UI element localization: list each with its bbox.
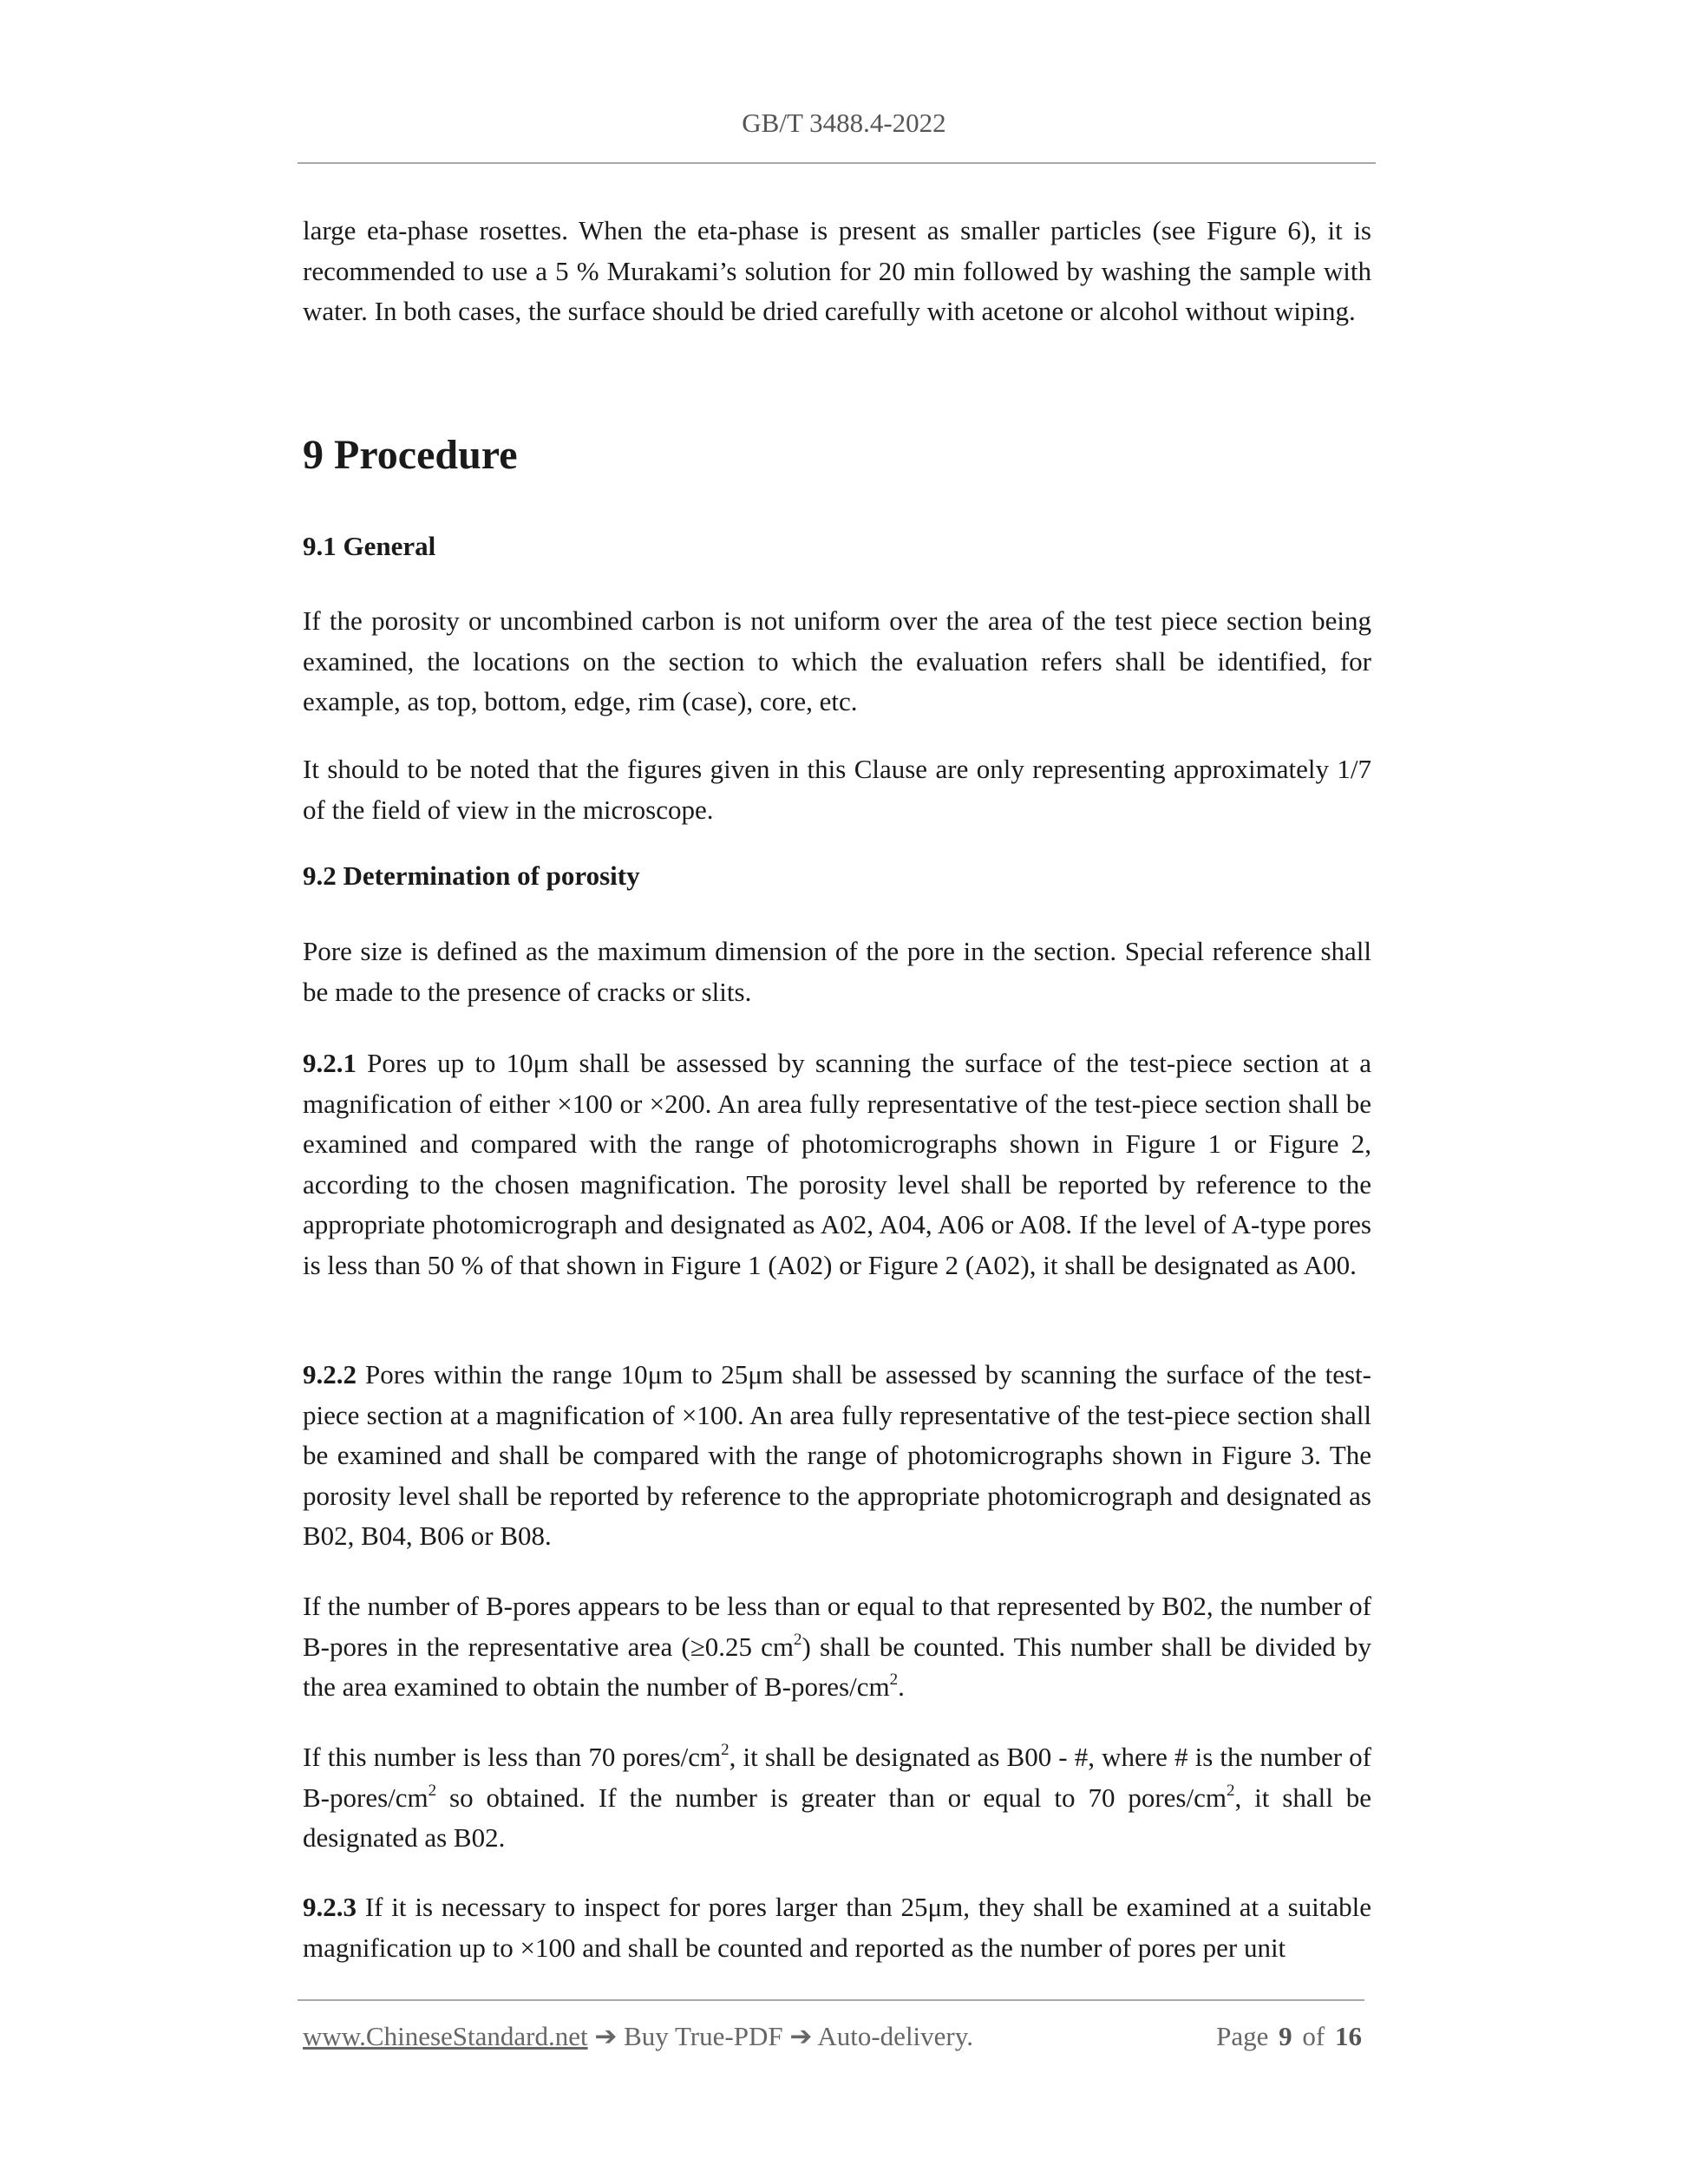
paragraph-9-2-3: [303, 1887, 1371, 1968]
paragraph-b-pores-count: [303, 1586, 1371, 1708]
page-number: 9: [1279, 2021, 1292, 2051]
paragraph-uniformity: If the porosity or uncombined carbon is not uniform over the area of the test piece section being examined, the locations on the section to which the evaluation refers shall be identified, for example, as top, bottom, edge, rim (case), core, etc.: [303, 605, 1371, 716]
total-pages: 16: [1335, 2021, 1362, 2051]
subsection-heading-general: 9.1 General: [303, 531, 436, 561]
header-rule: [298, 162, 1376, 164]
page-label: Page: [1216, 2021, 1269, 2051]
superscript: 2: [1226, 1781, 1235, 1800]
auto-delivery-text: Auto-delivery.: [817, 2021, 973, 2051]
text: , it shall be designated as B00 - #, where # is the number of B-pores/cm: [303, 1742, 1371, 1813]
footer-promo: [303, 2021, 973, 2052]
footer-rule: [298, 1999, 1364, 2001]
text: , it shall be designated as B02.: [303, 1782, 1371, 1853]
arrow-right-icon: ➔: [594, 2021, 618, 2051]
of-label: of: [1302, 2021, 1325, 2051]
text: .: [898, 1671, 905, 1702]
arrow-right-icon: ➔: [789, 2021, 813, 2051]
clause-text: If it is necessary to inspect for pores larger than 25μm, they shall be examined at a suitable magnification up to ×100 and shall be counted and reported as the number of pores per unit: [303, 1892, 1371, 1963]
text: so obtained. If the number is greater than or equal to 70 pores/cm: [436, 1782, 1227, 1813]
paragraph-etching: large eta-phase rosettes. When the eta-phase is present as smaller particles (see Figure 6), it is recommended to use a 5 % Murakami’s solution for 20 min followed by washing the sample with water. In both cases, the surface should be dried carefully with acetone or alcohol without wiping.: [303, 215, 1371, 326]
superscript: 2: [889, 1671, 899, 1689]
document-id-header: GB/T 3488.4-2022: [742, 108, 946, 138]
text: If this number is less than 70 pores/cm: [303, 1742, 722, 1772]
paragraph-b00-designation: [303, 1737, 1371, 1859]
clause-number: 9.2.2: [303, 1359, 357, 1390]
superscript: 2: [721, 1741, 730, 1759]
website-link[interactable]: www.ChineseStandard.net: [303, 2021, 588, 2051]
buy-pdf-text: Buy True-PDF: [624, 2021, 783, 2051]
clause-text: Pores up to 10μm shall be assessed by scanning the surface of the test-piece section at a magnification of either ×100 or ×200. An area fully representative of the test-piece section shall be examined and compared with the range of photomicrographs shown in Figure 1 or Figure 2, according to the chosen magnification. The porosity level shall be reported by reference to the appropriate photomicrograph and designated as A02, A04, A06 or A08. If the level of A-type pores is less than 50 % of that shown in Figure 1 (A02) or Figure 2 (A02), it shall be designated as A00.: [303, 1048, 1371, 1280]
text: ) shall be counted. This number shall be divided by the area examined to obtain the number of B-pores/cm: [303, 1631, 1371, 1702]
paragraph-pore-size: Pore size is defined as the maximum dimension of the pore in the section. Special reference shall be made to the presence of cracks or slits.: [303, 936, 1371, 1007]
paragraph-9-2-1: [303, 1043, 1371, 1285]
subsection-heading-porosity: 9.2 Determination of porosity: [303, 860, 640, 891]
superscript: 2: [794, 1630, 802, 1649]
paragraph-9-2-2: [303, 1355, 1371, 1557]
clause-number: 9.2.1: [303, 1048, 357, 1078]
section-heading-procedure: 9 Procedure: [303, 432, 518, 478]
text: If the number of B-pores appears to be less than or equal to that represented by B02, the number of B-pores in the representative area (≥0.25 cm: [303, 1591, 1371, 1662]
superscript: 2: [428, 1781, 437, 1800]
paragraph-field-of-view: It should to be noted that the figures given in this Clause are only representing approximately 1/7 of the field of view in the microscope.: [303, 754, 1371, 825]
page-indicator: [1197, 2021, 1362, 2052]
clause-text: Pores within the range 10μm to 25μm shall be assessed by scanning the surface of the test-piece section at a magnification of ×100. An area fully representative of the test-piece section shall be examined and shall be compared with the range of photomicrographs shown in Figure 3. The porosity level shall be reported by reference to the appropriate photomicrograph and designated as B02, B04, B06 or B08.: [303, 1359, 1371, 1551]
clause-number: 9.2.3: [303, 1892, 357, 1922]
